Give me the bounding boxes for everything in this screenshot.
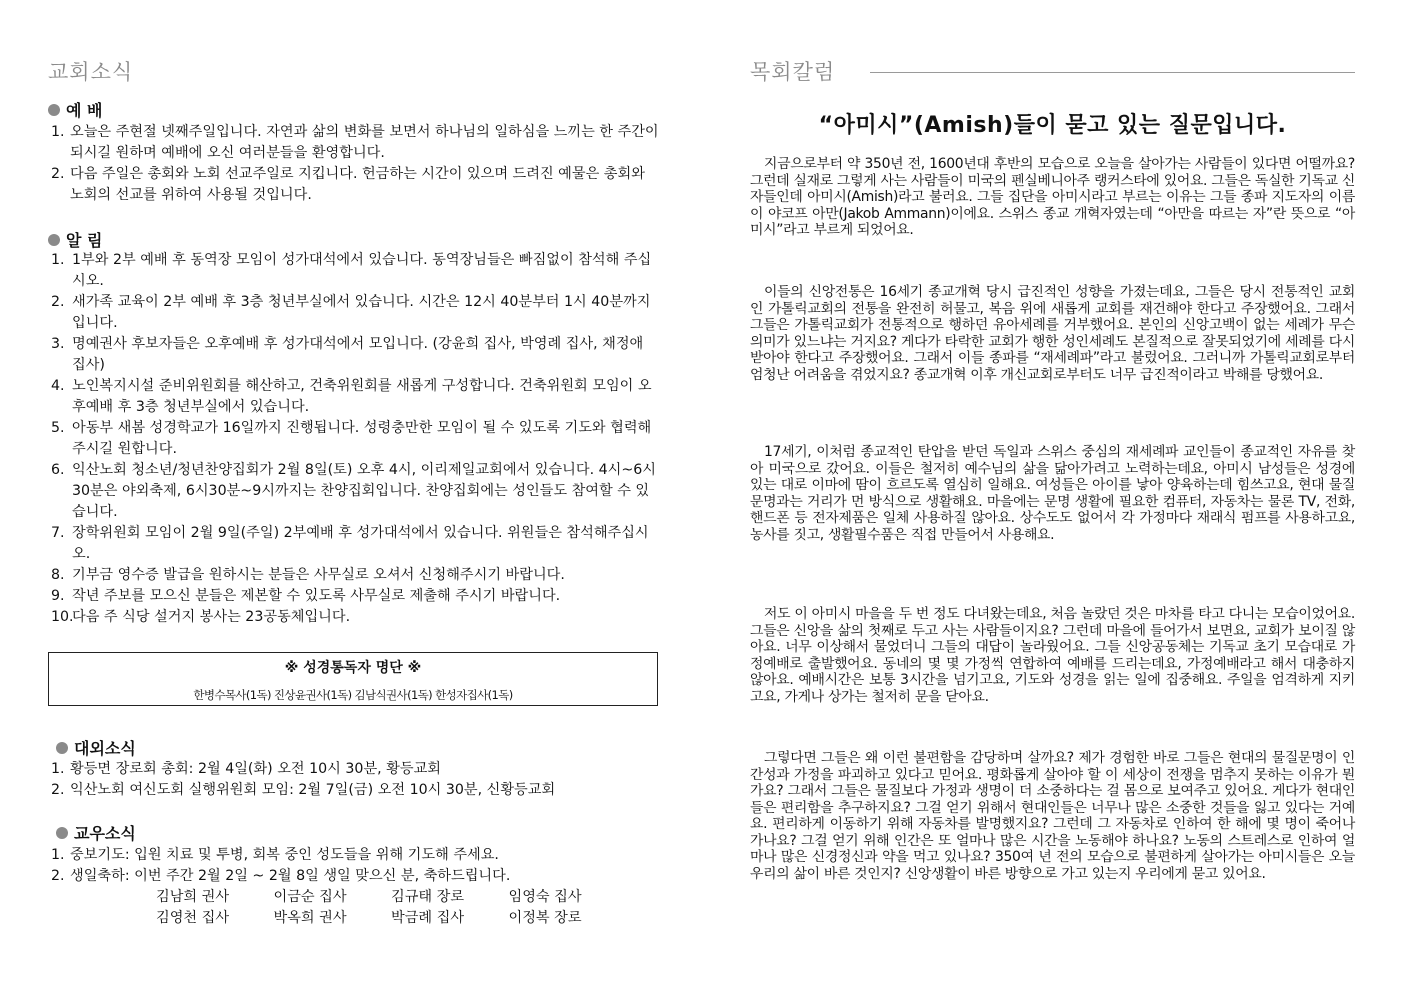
column-title: “아미시”(Amish)들이 묻고 있는 질문입니다. [818, 113, 1287, 138]
column-paragraph: 이들의 신앙전통은 16세기 종교개혁 당시 급진적인 성향을 가졌는데요, 그들은 당시 전통적인 교회인 가톨릭교회의 전통을 완전히 허물고, 복음 위에 새롭게 교회를 재건해야 한다고 주장했어요. 그래서 그들은 가톨릭교회가 전통적으로 행하던 유아세례를 거부했어요. 본인의 신앙고백이 없는 세례가 무슨 의미가 있느냐는 거지요? 게다가 타락한 교회가 행한 성인세례도 본질적으로 잘못되었기에 세례를 다시 받아야 한다고 주장했어요. 그래서 이들 종파를 “재세례파”라고 불렀어요. 그러니까 가톨릭교회로부터 엄청난 어려움을 겪었지요? 종교개혁 이후 개신교회로부터도 너무 급진적이라고 박해를 당했어요. [750, 284, 1355, 383]
bible-readers-names: 한병수목사(1독) 진상윤권사(1독) 김남식권사(1독) 한성자집사(1독) [193, 688, 513, 702]
members-news-heading [56, 821, 136, 844]
list-item: 1. 중보기도: 입원 치료 및 투병, 회복 중인 성도들을 위해 기도해 주세요. [51, 847, 499, 863]
bible-readers-box [48, 652, 658, 706]
pastor-column-heading: 목회칼럼 [750, 60, 836, 84]
list-item: 2. 새가족 교육이 2부 예배 후 3층 청년부실에서 있습니다. 시간은 12시 40분부터 1시 40분까지입니다. [51, 294, 651, 331]
birthday-names [156, 887, 626, 929]
notices-list [48, 250, 660, 628]
list-item: 7. 장학위원회 모임이 2월 9일(주일) 2부예배 후 성가대석에서 있습니다. 위원들은 참석해주십시오. [51, 525, 649, 562]
members-news-list [48, 845, 660, 887]
list-item: 6. 익산노회 청소년/청년찬양집회가 2월 8일(토) 오후 4시, 이리제일교회에서 있습니다. 4시~6시30분은 야외축제, 6시30분~9시까지는 찬양집회입니다. 찬양집회에는 성인들도 참여할 수 있습니다. [51, 462, 656, 520]
list-item: 1. 오늘은 주현절 넷째주일입니다. 자연과 삶의 변화를 보면서 하나님의 일하심을 느끼는 한 주간이 되시길 원하며 예배에 오신 여러분들을 환영합니다. [51, 124, 659, 161]
bullet-dot-icon [56, 827, 68, 839]
members-news-title: 교우소식 [74, 824, 136, 843]
list-item: 4. 노인복지시설 준비위원회를 해산하고, 건축위원회를 새롭게 구성합니다. 건축위원회 모임이 오후예배 후 3층 청년부실에서 있습니다. [51, 378, 652, 415]
church-news-heading: 교회소식 [48, 60, 134, 84]
pastor-column [750, 0, 1355, 992]
list-item: 2. 익산노회 여신도회 실행위원회 모임: 2월 7일(금) 오전 10시 30분, 신황등교회 [51, 782, 556, 798]
worship-heading [48, 98, 102, 121]
external-news-list [48, 759, 660, 801]
heading-divider [870, 72, 1355, 73]
birthday-row: 김남희 권사 이금순 집사 김규태 장로 임영숙 집사 [156, 889, 582, 905]
bullet-dot-icon [48, 234, 60, 246]
church-news-column [48, 0, 660, 992]
column-paragraph: 그렇다면 그들은 왜 이런 불편함을 감당하며 살까요? 제가 경험한 바로 그들은 현대의 물질문명이 인간성과 가정을 파괴하고 있다고 믿어요. 평화롭게 살아야 할 이 세상이 전쟁을 멈추지 못하는 이유가 뭔가요? 그래서 그들은 물질보다 가정과 생명이 더 소중하다는 걸 몸으로 보여주고 있어요. 게다가 현대인들은 편리함을 추구하지요? 그걸 얻기 위해서 현대인들은 너무나 많은 소중한 것들을 잃고 있다는 거예요. 편리하게 이동하기 위해 자동차를 발명했지요? 그런데 그 자동차로 인하여 한 해에 몇 명이 죽어나가나요? 그걸 얻기 위해 인간은 또 얼마나 많은 시간을 노동해야 하나요? 노동의 스트레스로 인하여 얼마나 많은 신경정신과 약을 먹고 있나요? 350여 년 전의 모습으로 불편하게 살아가는 아미시들은 오늘 우리의 삶이 바른 것인지? 신앙생활이 바른 방향으로 가고 있는지 우리에게 묻고 있어요. [750, 750, 1355, 882]
birthday-row: 김영천 집사 박옥희 권사 박금례 집사 이정복 장로 [156, 910, 582, 926]
list-item: 1. 1부와 2부 예배 후 동역장 모임이 성가대석에서 있습니다. 동역장님들은 빠짐없이 참석해 주십시오. [51, 252, 652, 289]
list-item: 9. 작년 주보를 모으신 분들은 제본할 수 있도록 사무실로 제출해 주시기 바랍니다. [51, 588, 561, 604]
bible-readers-title: ※ 성경통독자 명단 ※ [284, 660, 422, 676]
column-paragraph: 저도 이 아미시 마을을 두 번 정도 다녀왔는데요, 처음 놀랐던 것은 마차를 타고 다니는 모습이었어요. 그들은 신앙을 삶의 첫째로 두고 사는 사람들이지요? 그런데 마을에 들어가서 보면요, 교회가 보이질 않아요. 너무 이상해서 물었더니 그들의 대답이 놀라웠어요. 그들 신앙공동체는 기독교 초기 모습대로 가정예배로 출발했어요. 동네의 몇 몇 가정씩 연합하여 예배를 드리는데요, 가정예배라고 해서 대충하지 않아요. 예배시간은 보통 3시간을 넘기고요, 기도와 성경을 읽는 일에 집중해요. 주일을 엄격하게 지키고요, 가게나 상가는 철저히 문을 닫아요. [750, 606, 1355, 705]
external-news-heading [56, 736, 136, 759]
worship-title: 예 배 [66, 101, 103, 120]
worship-list [48, 122, 660, 206]
list-item: 1. 황등면 장로회 총회: 2월 4일(화) 오전 10시 30분, 황등교회 [51, 761, 441, 777]
bullet-dot-icon [56, 742, 68, 754]
list-item: 2. 다음 주일은 총회와 노회 선교주일로 지킵니다. 헌금하는 시간이 있으며 드려진 예물은 총회와 노회의 선교를 위하여 사용될 것입니다. [51, 166, 645, 203]
bullet-dot-icon [48, 104, 60, 116]
list-item: 8. 기부금 영수증 발급을 원하시는 분들은 사무실로 오셔서 신청해주시기 바랍니다. [51, 567, 565, 583]
external-news-title: 대외소식 [74, 739, 136, 758]
list-item: 3. 명예권사 후보자들은 오후예배 후 성가대석에서 모입니다. (강윤희 집사, 박영례 집사, 채정애 집사) [51, 336, 644, 373]
column-paragraph: 지금으로부터 약 350년 전, 1600년대 후반의 모습으로 오늘을 살아가는 사람들이 있다면 어떨까요? 그런데 실재로 그렇게 사는 사람들이 미국의 펜실베니아주 랭커스타에 있어요. 그들은 독실한 기독교 신자들인데 아미시(Amish)라고 불러요. 그들 집단을 아미시라고 부르는 이유는 그들 종파 지도자의 이름이 야코프 아만(Jakob Ammann)이에요. 스위스 종교 개혁자였는데 “아만을 따르는 자”란 뜻으로 “아미시”라고 부르게 되었어요. [750, 156, 1355, 238]
list-item: 5. 아동부 새봄 성경학교가 16일까지 진행됩니다. 성령충만한 모임이 될 수 있도록 기도와 협력해 주시길 원합니다. [51, 420, 652, 457]
notices-heading [48, 228, 102, 251]
list-item: 2. 생일축하: 이번 주간 2월 2일 ~ 2월 8일 생일 맞으신 분, 축하드립니다. [51, 868, 511, 884]
list-item: 10. 다음 주 식당 설거지 봉사는 23공동체입니다. [51, 609, 351, 625]
notices-title: 알 림 [66, 231, 103, 250]
column-paragraph: 17세기, 이처럼 종교적인 탄압을 받던 독일과 스위스 중심의 재세례파 교인들이 종교적인 자유를 찾아 미국으로 갔어요. 이들은 철저히 예수님의 삶을 닮아가려고 노력하는데요, 아미시 남성들은 성경에 있는 대로 이마에 땀이 흐르도록 열심히 일해요. 여성들은 아이를 낳아 양육하는데 힘쓰고요, 현대 물질문명과는 거리가 먼 방식으로 생활해요. 마을에는 문명 생활에 필요한 컴퓨터, 자동차는 물론 TV, 전화, 핸드폰 등 전자제품은 일체 사용하질 않아요. 상수도도 없어서 각 가정마다 재래식 펌프를 사용하고요, 농사를 짓고, 생활필수품은 직접 만들어서 사용해요. [750, 444, 1355, 543]
